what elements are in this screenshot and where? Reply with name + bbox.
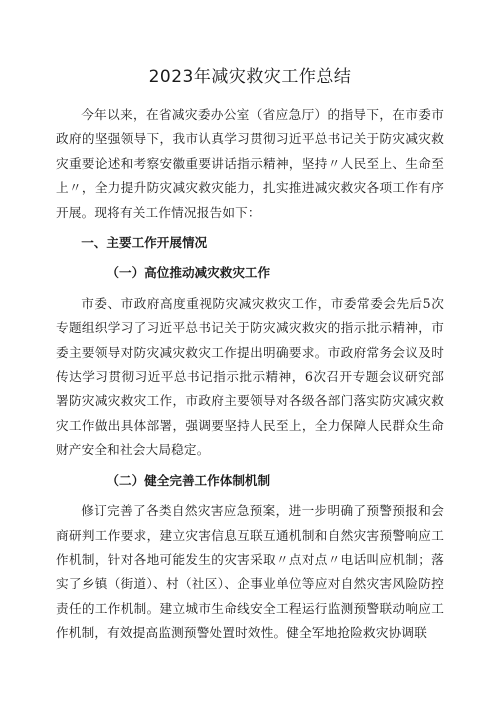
intro-paragraph: 今年以来，在省减灾委办公室（省应急厅）的指导下，在市委市政府的坚强领导下，我市认真学习贯彻习近平总书记关于防灾减灾救灾重要论述和考察安徽重要讲话指示精神，坚持〃人民至上、生命至上〃，全力提升防灾减灾救灾能力，扎实推进减灾救灾各项工作有序开展。现将有关工作情况报告如下： [56,107,444,220]
subsection-heading: （二）健全完善工作体制机制 [106,472,271,488]
subsection-paragraph: 修订完善了各类自然灾害应急预案，进一步明确了预警预报和会商研判工作要求，建立灾害信息互联互通机制和自然灾害预警响应工作机制，针对各地可能发生的灾害采取〃点对点〃电话叫应机制；落实了乡镇（街道）、村（社区）、企事业单位等应对自然灾害风险防控责任的工作机制。建立城市生命线安全工程运行监测预警联动响应工作机制，有效提高监测预警处置时效性。健全军地抢险救灾协调联 [56,503,444,641]
section-heading: 一、主要工作开展情况 [81,235,208,251]
subsection-heading: （一）高位推动减灾救灾工作 [106,265,271,281]
subsection-paragraph: 市委、市政府高度重视防灾减灾救灾工作，市委常委会先后5次专题组织学习了习近平总书记关于防灾减灾救灾的指示批示精神，市委主要领导对防灾减灾救灾工作提出明确要求。市政府常务会议及时传达学习贯彻习近平总书记指示批示精神，6次召开专题会议研究部署防灾减灾救灾工作，市政府主要领导对各级各部门落实防灾减灾救灾工作做出具体部署，强调要坚持人民至上，全力保障人民群众生命财产安全和社会大局稳定。 [56,295,444,458]
document-title: 2023年减灾救灾工作总结 [148,67,352,87]
